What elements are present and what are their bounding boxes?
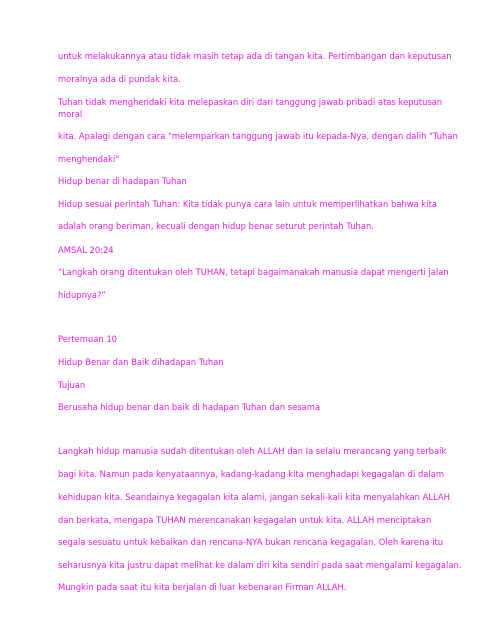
objective-text: Berusaha hidup benar dan baik di hadapan Tuhan dan sesama xyxy=(58,402,321,412)
lesson-title: Hidup Benar dan Baik dihadapan Tuhan xyxy=(58,357,224,367)
paragraph-line: bagi kita. Namun pada kenyataannya, kadang-kadang kita menghadapi kegagalan di dalam xyxy=(58,469,445,479)
paragraph-line: dan berkata, mengapa TUHAN merencanakan kegagalan untuk kita. ALLAH menciptakan xyxy=(58,515,432,525)
paragraph-line: Mungkin pada saat itu kita berjalan di luar kebenaran Firman ALLAH. xyxy=(58,582,347,592)
paragraph-line: Hidup sesuai perintah Tuhan: Kita tidak punya cara lain untuk memperlihatkan bahwa kita xyxy=(58,199,438,209)
paragraph-line: untuk melakukannya atau tidak masih tetap ada di tangan kita. Pertimbangan dan keputusan xyxy=(58,51,452,61)
objective-heading: Tujuan xyxy=(58,380,86,390)
scripture-quote-line: “Langkah orang ditentukan oleh TUHAN, tetapi bagaimanakah manusia dapat mengerti jalan xyxy=(58,267,449,277)
paragraph-line: adalah orang beriman, kecuali dengan hidup benar seturut perintah Tuhan. xyxy=(58,221,374,231)
section-heading: Hidup benar di hadapan Tuhan xyxy=(58,176,187,186)
scripture-reference: AMSAL 20:24 xyxy=(58,245,114,255)
section-heading: Pertemuan 10 xyxy=(58,334,118,344)
paragraph-line: moralnya ada di pundak kita. xyxy=(58,74,181,84)
scripture-quote-line: hidupnya?” xyxy=(58,290,106,300)
paragraph-line: seharusnya kita justru dapat melihat ke dalam diri kita sendiri pada saat mengalami kegagalan. xyxy=(58,560,462,570)
paragraph-line: Tuhan tidak menghendaki kita melepaskan diri dari tanggung jawab pribadi atas keputusan xyxy=(58,97,443,107)
paragraph-line: kita. Apalagi dengan cara "melemparkan tanggung jawab itu kepada-Nya, dengan dalih "Tuhan xyxy=(58,131,458,141)
paragraph-line: Langkah hidup manusia sudah ditentukan oleh ALLAH dan Ia selalu merancang yang terbaik xyxy=(58,446,447,456)
paragraph-line: segala sesuatu untuk kebaikan dan rencana-NYA bukan rencana kegagalan. Oleh karena itu xyxy=(58,537,444,547)
paragraph-line: moral xyxy=(58,109,83,119)
paragraph-line: menghendaki" xyxy=(58,154,120,164)
paragraph-line: kehidupan kita. Seandainya kegagalan kita alami, jangan sekali-kali kita menyalahkan ALLAH xyxy=(58,492,450,502)
